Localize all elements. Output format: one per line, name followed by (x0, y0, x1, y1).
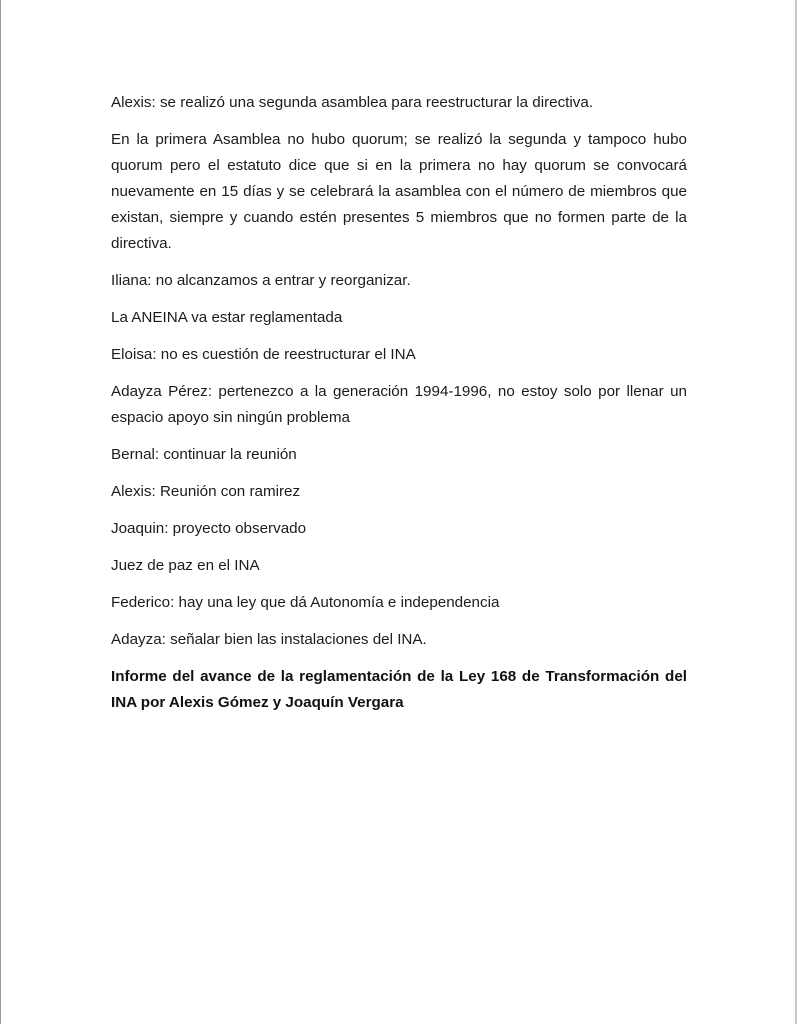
section-heading-informe: Informe del avance de la reglamentación de la Ley 168 de Transformación del INA por Alexis Gómez y Joaquín Vergara (111, 668, 687, 711)
paragraph-eloisa: Eloisa: no es cuestión de reestructurar el INA (111, 346, 416, 363)
paragraph-quorum: En la primera Asamblea no hubo quorum; se realizó la segunda y tampoco hubo quorum pero el estatuto dice que si en la primera no hay quorum se convocará nuevamente en 15 días y se celebrará la asamblea con el número de miembros que existan, siempre y cuando estén presentes 5 miembros que no formen parte de la directiva. (111, 131, 687, 252)
document-body (111, 90, 687, 727)
paragraph-bernal: Bernal: continuar la reunión (111, 446, 297, 463)
page-edge-left (0, 0, 1, 1024)
paragraph-joaquin: Joaquin: proyecto observado (111, 520, 307, 537)
paragraph-adayza-instalaciones: Adayza: señalar bien las instalaciones del INA. (111, 631, 427, 648)
paragraph-alexis-asamblea: Alexis: se realizó una segunda asamblea para reestructurar la directiva. (111, 94, 594, 111)
paragraph-aneina: La ANEINA va estar reglamentada (111, 309, 343, 326)
paragraph-juez-de-paz: Juez de paz en el INA (111, 557, 260, 574)
paragraph-federico: Federico: hay una ley que dá Autonomía e independencia (111, 594, 500, 611)
paragraph-iliana: Iliana: no alcanzamos a entrar y reorganizar. (111, 272, 411, 289)
paragraph-alexis-reunion: Alexis: Reunión con ramirez (111, 483, 301, 500)
paragraph-adayza-perez: Adayza Pérez: pertenezco a la generación 1994-1996, no estoy solo por llenar un espacio apoyo sin ningún problema (111, 383, 687, 426)
